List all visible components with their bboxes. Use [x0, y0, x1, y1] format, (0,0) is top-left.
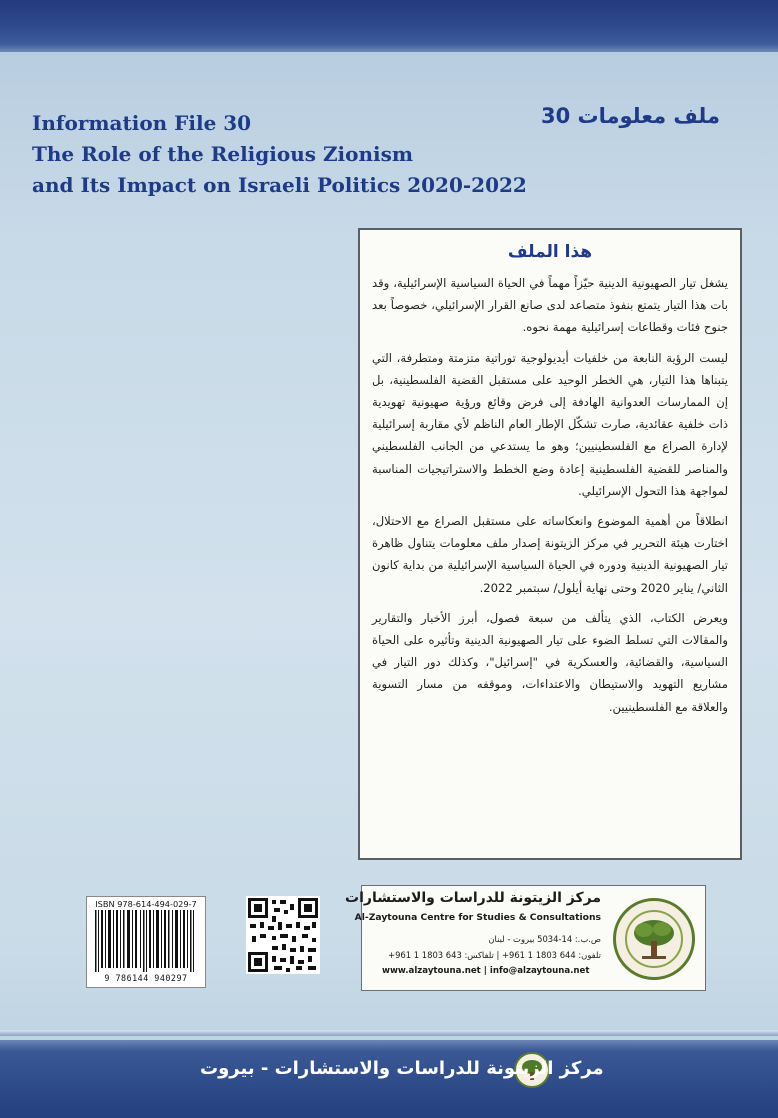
title-en-line3: and Its Impact on Israeli Politics 2020-2022 [32, 173, 527, 197]
about-box [358, 228, 742, 860]
title-en-line1: Information File 30 [32, 111, 252, 135]
publisher-web: www.alzaytouna.net | info@alzaytouna.net [382, 966, 590, 976]
about-paragraph: ويعرض الكتاب، الذي يتألف من سبعة فصول، أبرز الأخبار والتقارير والمقالات التي تسلط الضوء على تيار الصهيونية الدينية وتأثيره على الحياة السياسية، والقضائية، والعسكرية في "إسرائيل"، وكذلك دور التيار في مشاريع التهويد والاستيطان والاعتداءات، وموقفه من مسار التسوية والعلاقة مع الفلسطينيين. [372, 610, 728, 714]
publisher-name-ar: مركز الزيتونة للدراسات والاستشارات [345, 890, 601, 906]
zaytouna-logo [613, 898, 695, 980]
title-en-line2: The Role of the Religious Zionism [32, 142, 414, 166]
english-title-block [32, 108, 527, 201]
isbn-barcode [86, 896, 206, 988]
arabic-title: ملف معلومات 30 [540, 104, 720, 128]
about-paragraph: يشغل تيار الصهيونية الدينية حيّزاً مهماً في الحياة السياسية الإسرائيلية، وقد بات هذا التيار يتمتع بنفوذ متصاعد لدى صانع القرار الإسرائيلي، خصوصاً بعد جنوح فئات وقطاعات إسرائيلية مهمة نحوه. [372, 276, 728, 335]
divider [0, 1030, 778, 1036]
barcode-icon [87, 910, 205, 974]
publisher-phone: تلفون: 644 1803 1 961+ | تلفاكس: 643 1803 1 961+ [388, 950, 601, 960]
top-band [0, 0, 778, 52]
about-heading: هذا الملف [507, 242, 593, 262]
isbn-label: ISBN 978-614-494-029-7 [95, 899, 197, 909]
isbn-digits: 9 786144 940297 [104, 973, 188, 983]
footer-publisher: مركز الزيتونة للدراسات والاستشارات - بيروت [200, 1058, 604, 1079]
qr-code-icon [246, 896, 320, 974]
publisher-name-en: Al-Zaytouna Centre for Studies & Consultations [354, 912, 601, 923]
olive-tree-icon [616, 901, 692, 977]
publisher-address: ص.ب.: 14-5034 بيروت - لبنان [488, 934, 601, 944]
bottom-band [0, 1040, 778, 1118]
about-paragraph: انطلاقاً من أهمية الموضوع وانعكاساته على مستقبل الصراع مع الاحتلال، اختارت هيئة التحرير في مركز الزيتونة إصدار ملف معلومات يتناول ظاهرة تيار الصهيونية الدينية ودوره في الحياة السياسية الإسرائيلية من بداية كانون الثاني/ يناير 2020 وحتى نهاية أيلول/ سبتمبر 2022. [372, 514, 728, 595]
publisher-box [345, 885, 706, 991]
qr-code [246, 896, 320, 974]
about-paragraph: ليست الرؤية النابعة من خلفيات أيديولوجية توراتية متزمتة ومتطرفة، التي يتبناها هذا التيار، هي الخطر الوحيد على مستقبل القضية الفلسطينية، بل إن الممارسات العدوانية الهادفة إلى فرض وقائع ورؤية صهيونية تهويدية ذات خلفية عقائدية، صارت تشكّل الإطار العام الناظم لأي مقاربة إسرائيلية لإدارة الصراع مع الفلسطينيين؛ وهو ما يستدعي من الجانب الفلسطيني والمناصر للقضية الفلسطينية إعادة وضع الخطط والاستراتيجيات المناسبة لمواجهة هذا التحول الإسرائيلي. [372, 350, 728, 498]
